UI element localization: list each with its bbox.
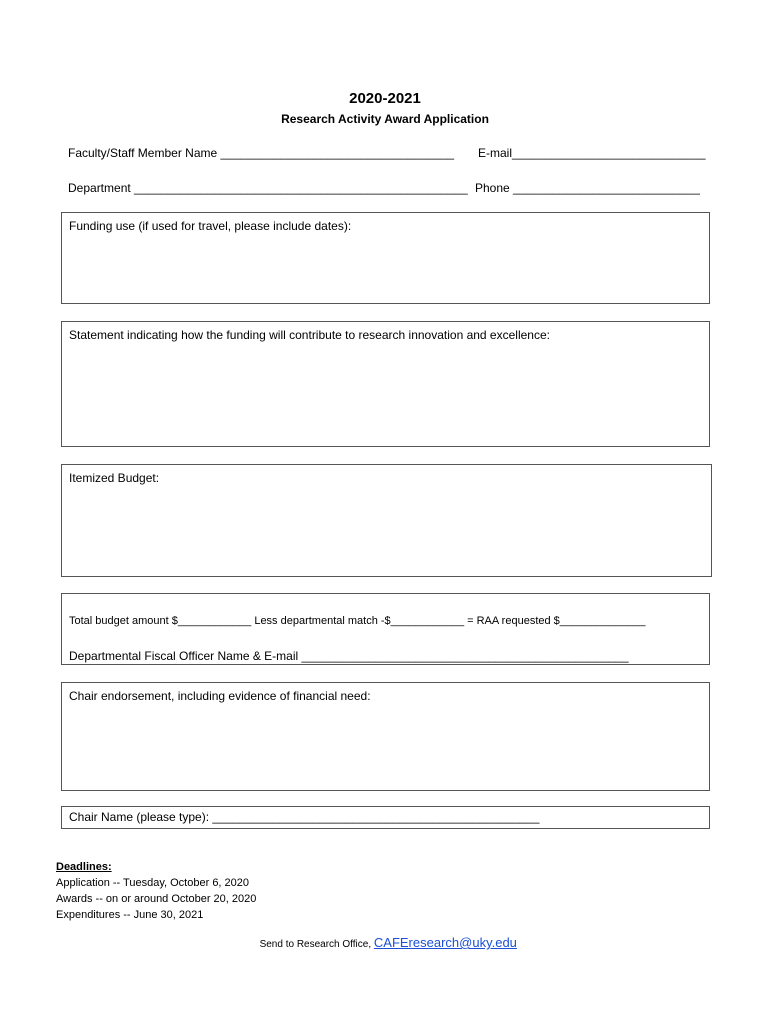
chair-name-box[interactable] bbox=[61, 806, 710, 829]
deadlines-section bbox=[56, 859, 256, 923]
deadlines-heading: Deadlines: bbox=[56, 861, 112, 873]
budget-totals-line[interactable]: Total budget amount $____________ Less departmental match -$____________ = RAA requested $______________ bbox=[69, 615, 646, 627]
deadline-application: Application -- Tuesday, October 6, 2020 bbox=[56, 877, 250, 889]
name-field[interactable]: Faculty/Staff Member Name ___________________________________ bbox=[68, 146, 455, 160]
itemized-budget-box[interactable] bbox=[61, 464, 712, 577]
deadline-expenditures: Expenditures -- June 30, 2021 bbox=[56, 909, 204, 921]
deadline-awards: Awards -- on or around October 20, 2020 bbox=[56, 893, 257, 905]
funding-use-box[interactable] bbox=[61, 212, 710, 304]
phone-field[interactable]: Phone ____________________________ bbox=[475, 181, 700, 195]
department-field[interactable]: Department __________________________________________________ bbox=[68, 181, 468, 195]
fiscal-officer-field[interactable]: Departmental Fiscal Officer Name & E-mail _________________________________________________ bbox=[69, 649, 629, 663]
research-office-email-link[interactable]: CAFEresearch@uky.edu bbox=[373, 935, 517, 950]
funding-use-label: Funding use (if used for travel, please include dates): bbox=[69, 219, 352, 233]
form-title: Research Activity Award Application bbox=[281, 112, 489, 126]
chair-endorsement-box[interactable] bbox=[61, 682, 710, 791]
statement-label: Statement indicating how the funding will contribute to research innovation and excellence: bbox=[69, 328, 550, 342]
budget-totals-box[interactable] bbox=[61, 593, 710, 665]
email-field[interactable]: E-mail_____________________________ bbox=[478, 146, 706, 160]
chair-name-field[interactable]: Chair Name (please type): _________________________________________________ bbox=[69, 810, 540, 824]
footer-send-text: Send to Research Office, bbox=[259, 939, 374, 950]
form-year-title: 2020-2021 bbox=[349, 90, 421, 107]
footer-send-line bbox=[254, 924, 517, 950]
chair-endorsement-label: Chair endorsement, including evidence of financial need: bbox=[69, 689, 371, 703]
itemized-budget-label: Itemized Budget: bbox=[69, 471, 160, 485]
statement-box[interactable] bbox=[61, 321, 710, 447]
